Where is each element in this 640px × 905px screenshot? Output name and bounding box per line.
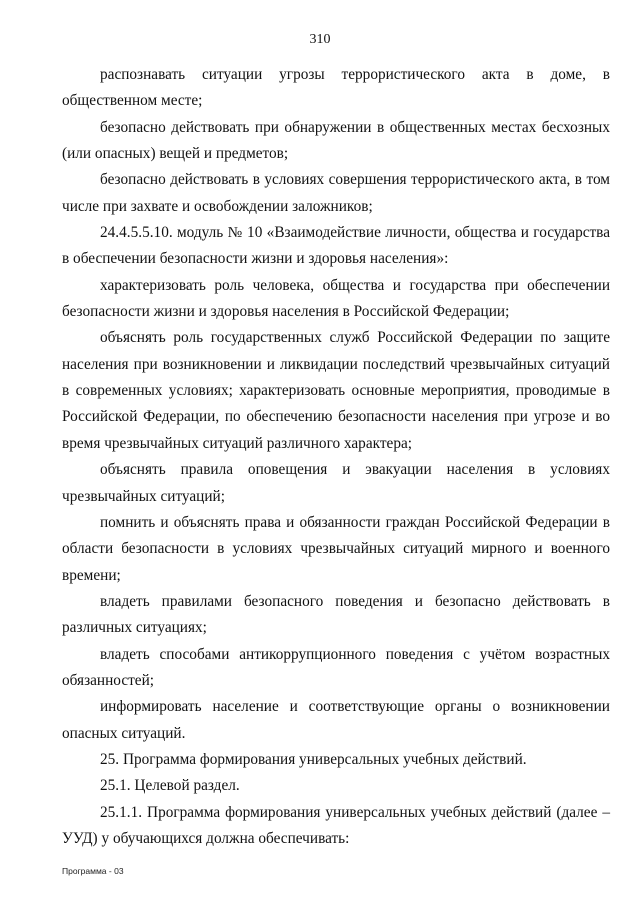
paragraph: объяснять роль государственных служб Российской Федерации по защите населения при возникновении и ликвидации последствий чрезвычайных ситуаций в современных условиях; характеризовать основные мероприятия, проводимые в Российской Федерации, по обеспечению безопасности населения при угрозе и во время чрезвычайных ситуаций различного характера; — [62, 329, 610, 452]
paragraph: помнить и объяснять права и обязанности граждан Российской Федерации в области безопасности в условиях чрезвычайных ситуаций мирного и военного времени; — [62, 513, 610, 584]
footer-label: Программа - 03 — [62, 866, 124, 876]
subsection-heading: 25.1. Целевой раздел. — [100, 777, 240, 795]
paragraph: владеть способами антикоррупционного поведения с учётом возрастных обязанностей; — [62, 645, 610, 689]
paragraph: распознавать ситуации угрозы террористического акта в доме, в общественном месте; — [62, 66, 610, 110]
paragraph: информировать население и соответствующие органы о возникновении опасных ситуаций. — [62, 698, 610, 742]
paragraph: объяснять правила оповещения и эвакуации населения в условиях чрезвычайных ситуаций; — [62, 461, 610, 505]
paragraph: владеть правилами безопасного поведения и безопасно действовать в различных ситуациях; — [62, 592, 610, 637]
paragraph: 25.1.1. Программа формирования универсальных учебных действий (далее – УУД) у обучающихся должна обеспечивать: — [62, 803, 610, 847]
paragraph: безопасно действовать при обнаружении в общественных местах бесхозных (или опасных) вещей и предметов; — [62, 118, 610, 163]
section-heading: 25. Программа формирования универсальных учебных действий. — [100, 750, 527, 768]
page-number: 310 — [309, 32, 331, 47]
document-body — [62, 62, 610, 852]
paragraph: характеризовать роль человека, общества и государства при обеспечении безопасности жизни и здоровья населения в Российской Федерации; — [62, 276, 610, 321]
paragraph: 24.4.5.5.10. модуль № 10 «Взаимодействие личности, общества и государства в обеспечении безопасности жизни и здоровья населения»: — [62, 224, 610, 268]
paragraph: безопасно действовать в условиях совершения террористического акта, в том числе при захвате и освобождении заложников; — [62, 171, 610, 215]
